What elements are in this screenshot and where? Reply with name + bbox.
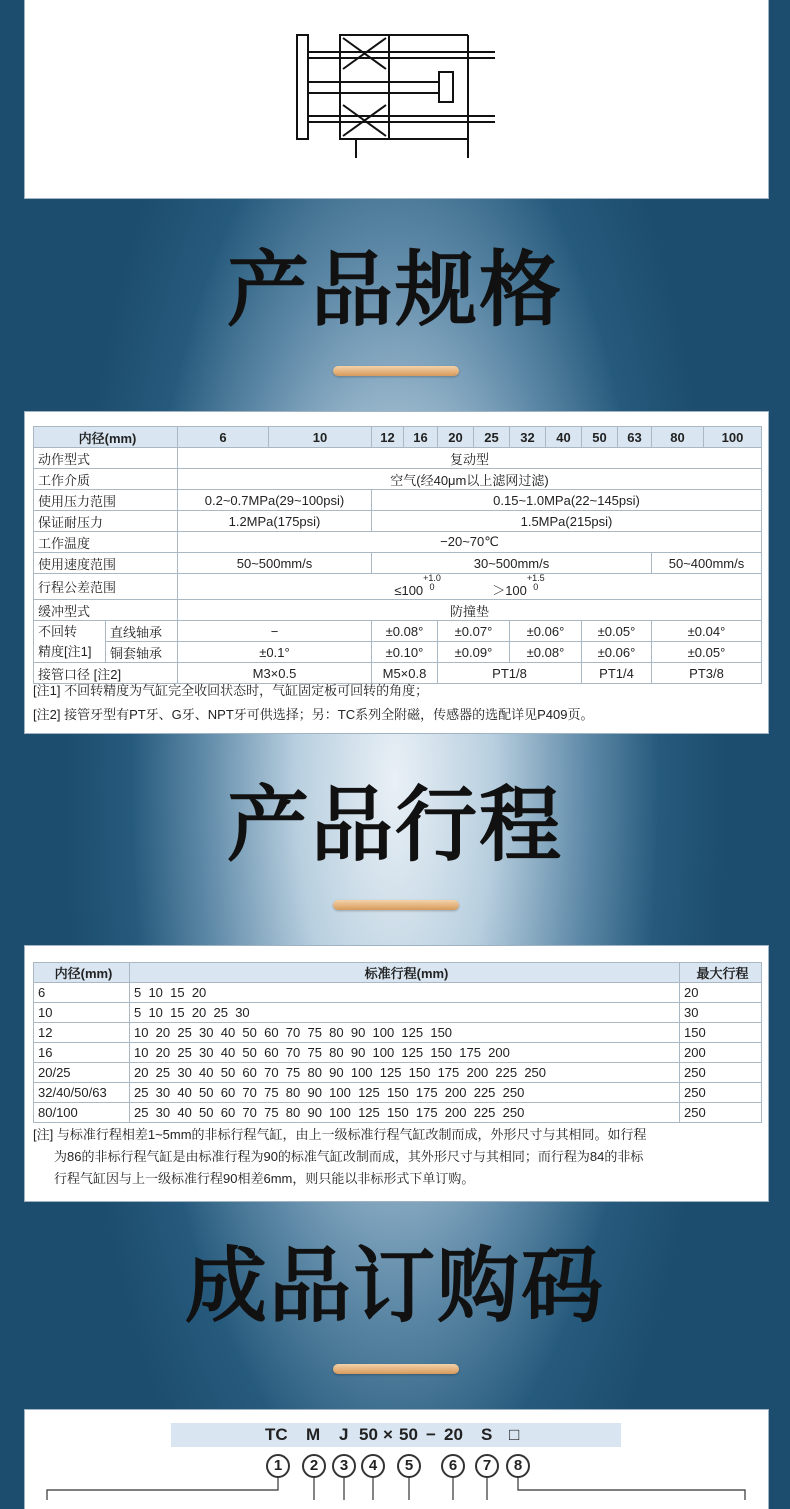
port-label: 接管口径 [注2] bbox=[34, 663, 178, 684]
spec-panel bbox=[24, 411, 769, 734]
stroke-note-line-3: 行程气缸因与上一级标准行程90相差6mm，则只能以非标形式下单订购。 bbox=[54, 1171, 475, 1186]
cushion-label: 缓冲型式 bbox=[34, 600, 178, 621]
non-rotation-linear-row bbox=[34, 621, 762, 642]
bore-63: 63 bbox=[618, 427, 652, 448]
order-code-bar bbox=[171, 1423, 621, 1447]
pressure-range-label: 使用压力范围 bbox=[34, 490, 178, 511]
spec-table bbox=[33, 426, 762, 684]
code-bearing: J bbox=[339, 1425, 349, 1444]
table-row bbox=[34, 1003, 762, 1023]
proof-pressure-large: 1.5MPa(215psi) bbox=[372, 511, 762, 532]
table-row bbox=[34, 1043, 762, 1063]
bore-12: 12 bbox=[372, 427, 404, 448]
code-number-8: 8 bbox=[506, 1454, 530, 1478]
strokes-cell: 10 20 25 30 40 50 60 70 75 80 90 100 125 150 bbox=[130, 1023, 680, 1043]
table-row bbox=[34, 1063, 762, 1083]
tolerance-a-fraction bbox=[423, 574, 441, 592]
table-row bbox=[34, 983, 762, 1003]
stroke-note-line-2: 为86的非标行程气缸是由标准行程为90的标准气缸改制而成，其外形尺寸与其相同；而行程为84的非标 bbox=[54, 1149, 644, 1164]
table-row bbox=[34, 1083, 762, 1103]
tolerance-b-lower: 0 bbox=[533, 582, 539, 592]
proof-pressure-label: 保证耐压力 bbox=[34, 511, 178, 532]
non-rotation-label-bottom: 精度[注1] bbox=[38, 643, 92, 659]
strokes-cell: 25 30 40 50 60 70 75 80 90 100 125 150 175 200 225 250 bbox=[130, 1103, 680, 1123]
max-cell: 200 bbox=[680, 1043, 762, 1063]
linear-value-20-25: ±0.07° bbox=[438, 621, 510, 642]
strokes-cell: 25 30 40 50 60 70 75 80 90 100 125 150 175 200 225 250 bbox=[130, 1083, 680, 1103]
tolerance-b-fraction bbox=[527, 574, 545, 592]
bushing-bearing-label: 铜套轴承 bbox=[106, 642, 178, 663]
pressure-range-small: 0.2~0.7MPa(29~100psi) bbox=[178, 490, 372, 511]
bore-cell: 16 bbox=[34, 1043, 130, 1063]
stroke-panel bbox=[24, 945, 769, 1202]
code-series: TC bbox=[265, 1425, 288, 1444]
temperature-row bbox=[34, 532, 762, 553]
bore-6: 6 bbox=[178, 427, 269, 448]
code-magnet: M bbox=[306, 1425, 321, 1444]
bore-100: 100 bbox=[704, 427, 762, 448]
action-type-value: 复动型 bbox=[178, 448, 762, 469]
bore-cell: 80/100 bbox=[34, 1103, 130, 1123]
drawing-panel bbox=[24, 0, 769, 199]
code-number-2: 2 bbox=[302, 1454, 326, 1478]
non-rotation-label bbox=[34, 621, 106, 663]
bushing-value-80-100: ±0.05° bbox=[652, 642, 762, 663]
max-cell: 250 bbox=[680, 1063, 762, 1083]
port-value-12-16: M5×0.8 bbox=[372, 663, 438, 684]
port-value-80-100: PT3/8 bbox=[652, 663, 762, 684]
spec-header-row bbox=[34, 427, 762, 448]
strokes-cell: 20 25 30 40 50 60 70 75 80 90 100 125 150 175 200 225 250 bbox=[130, 1063, 680, 1083]
strokes-cell: 10 20 25 30 40 50 60 70 75 80 90 100 125 150 175 200 bbox=[130, 1043, 680, 1063]
code-stroke: 50 bbox=[399, 1425, 418, 1444]
bore-cell: 6 bbox=[34, 983, 130, 1003]
spec-heading: 产品规格 bbox=[226, 243, 563, 338]
cylinder-drawing bbox=[25, 0, 770, 199]
speed-range-label: 使用速度范围 bbox=[34, 553, 178, 574]
code-dash: − bbox=[426, 1425, 436, 1444]
action-type-row bbox=[34, 448, 762, 469]
bore-80: 80 bbox=[652, 427, 704, 448]
code-times: × bbox=[383, 1425, 393, 1444]
stroke-header-row bbox=[34, 963, 762, 983]
temperature-value: −20~70℃ bbox=[178, 532, 762, 553]
medium-row bbox=[34, 469, 762, 490]
speed-range-mid: 30~500mm/s bbox=[372, 553, 652, 574]
port-value-20-40: PT1/8 bbox=[438, 663, 582, 684]
bushing-value-6-10: ±0.1° bbox=[178, 642, 372, 663]
bore-cell: 20/25 bbox=[34, 1063, 130, 1083]
bushing-value-50-63: ±0.06° bbox=[582, 642, 652, 663]
strokes-cell: 5 10 15 20 bbox=[130, 983, 680, 1003]
bore-cell: 32/40/50/63 bbox=[34, 1083, 130, 1103]
max-cell: 20 bbox=[680, 983, 762, 1003]
linear-value-32-40: ±0.06° bbox=[510, 621, 582, 642]
heading-underline bbox=[333, 900, 459, 910]
stroke-tolerance-label: 行程公差范围 bbox=[34, 574, 178, 600]
heading-underline bbox=[333, 1364, 459, 1374]
code-number-5: 5 bbox=[397, 1454, 421, 1478]
strokes-cell: 5 10 15 20 25 30 bbox=[130, 1003, 680, 1023]
table-row bbox=[34, 1023, 762, 1043]
tolerance-a-upper: +1.0 bbox=[423, 573, 441, 583]
tolerance-b-upper: +1.5 bbox=[526, 573, 545, 583]
proof-pressure-small: 1.2MPa(175psi) bbox=[178, 511, 372, 532]
bore-cell: 10 bbox=[34, 1003, 130, 1023]
code-number-4: 4 bbox=[361, 1454, 385, 1478]
pressure-range-row bbox=[34, 490, 762, 511]
bore-25: 25 bbox=[474, 427, 510, 448]
stroke-bore-header: 内径(mm) bbox=[34, 963, 130, 983]
linear-bearing-label: 直线轴承 bbox=[106, 621, 178, 642]
proof-pressure-row bbox=[34, 511, 762, 532]
linear-value-50-63: ±0.05° bbox=[582, 621, 652, 642]
stroke-tolerance-row bbox=[34, 574, 762, 600]
code-number-7: 7 bbox=[475, 1454, 499, 1478]
action-type-label: 动作型式 bbox=[34, 448, 178, 469]
temperature-label: 工作温度 bbox=[34, 532, 178, 553]
stroke-tolerance-value bbox=[178, 574, 762, 600]
medium-label: 工作介质 bbox=[34, 469, 178, 490]
stroke-standard-header: 标准行程(mm) bbox=[130, 963, 680, 983]
bushing-value-12-16: ±0.10° bbox=[372, 642, 438, 663]
cushion-row bbox=[34, 600, 762, 621]
cushion-value: 防撞垫 bbox=[178, 600, 762, 621]
stroke-table bbox=[33, 962, 762, 1123]
bore-cell: 12 bbox=[34, 1023, 130, 1043]
bushing-value-20-25: ±0.09° bbox=[438, 642, 510, 663]
bore-50: 50 bbox=[582, 427, 618, 448]
code-buffer: 20 bbox=[444, 1425, 463, 1444]
speed-range-small: 50~500mm/s bbox=[178, 553, 372, 574]
code-box: □ bbox=[509, 1425, 520, 1444]
bore-32: 32 bbox=[510, 427, 546, 448]
bore-40: 40 bbox=[546, 427, 582, 448]
code-option: S bbox=[481, 1425, 493, 1444]
linear-value-12-16: ±0.08° bbox=[372, 621, 438, 642]
max-cell: 250 bbox=[680, 1083, 762, 1103]
medium-value: 空气(经40μm以上滤网过滤) bbox=[178, 469, 762, 490]
linear-value-6-10: − bbox=[178, 621, 372, 642]
code-bore: 50 bbox=[359, 1425, 378, 1444]
spec-note-2: [注2] 接管牙型有PT牙、G牙、NPT牙可供选择；另：TC系列全附磁，传感器的选配详见P409页。 bbox=[33, 707, 594, 722]
bore-10: 10 bbox=[269, 427, 372, 448]
tolerance-a-lower: 0 bbox=[429, 582, 435, 592]
bore-header: 内径(mm) bbox=[34, 427, 178, 448]
non-rotation-label-top: 不回转 bbox=[38, 623, 78, 639]
table-row bbox=[34, 1103, 762, 1123]
port-value-6-10: M3×0.5 bbox=[178, 663, 372, 684]
bore-16: 16 bbox=[404, 427, 438, 448]
tolerance-b-main: ＞100 bbox=[492, 583, 527, 598]
stroke-max-header: 最大行程 bbox=[680, 963, 762, 983]
non-rotation-bushing-row bbox=[34, 642, 762, 663]
code-number-3: 3 bbox=[332, 1454, 356, 1478]
linear-value-80-100: ±0.04° bbox=[652, 621, 762, 642]
speed-range-large: 50~400mm/s bbox=[652, 553, 762, 574]
code-number-1: 1 bbox=[266, 1454, 290, 1478]
bushing-value-32-40: ±0.08° bbox=[510, 642, 582, 663]
stroke-heading: 产品行程 bbox=[226, 778, 563, 873]
port-value-50-63: PT1/4 bbox=[582, 663, 652, 684]
speed-range-row bbox=[34, 553, 762, 574]
spec-note-1: [注1] 不回转精度为气缸完全收回状态时，气缸固定板可回转的角度； bbox=[33, 683, 429, 698]
max-cell: 150 bbox=[680, 1023, 762, 1043]
max-cell: 30 bbox=[680, 1003, 762, 1023]
max-cell: 250 bbox=[680, 1103, 762, 1123]
pressure-range-large: 0.15~1.0MPa(22~145psi) bbox=[372, 490, 762, 511]
bore-20: 20 bbox=[438, 427, 474, 448]
heading-underline bbox=[333, 366, 459, 376]
stroke-note-line-1: [注] 与标准行程相差1~5mm的非标行程气缸，由上一级标准行程气缸改制而成，外形尺寸与其相同。如行程 bbox=[33, 1127, 647, 1142]
order-heading: 成品订购码 bbox=[184, 1239, 605, 1334]
tolerance-a-main: ≤100 bbox=[394, 583, 424, 598]
code-number-6: 6 bbox=[441, 1454, 465, 1478]
